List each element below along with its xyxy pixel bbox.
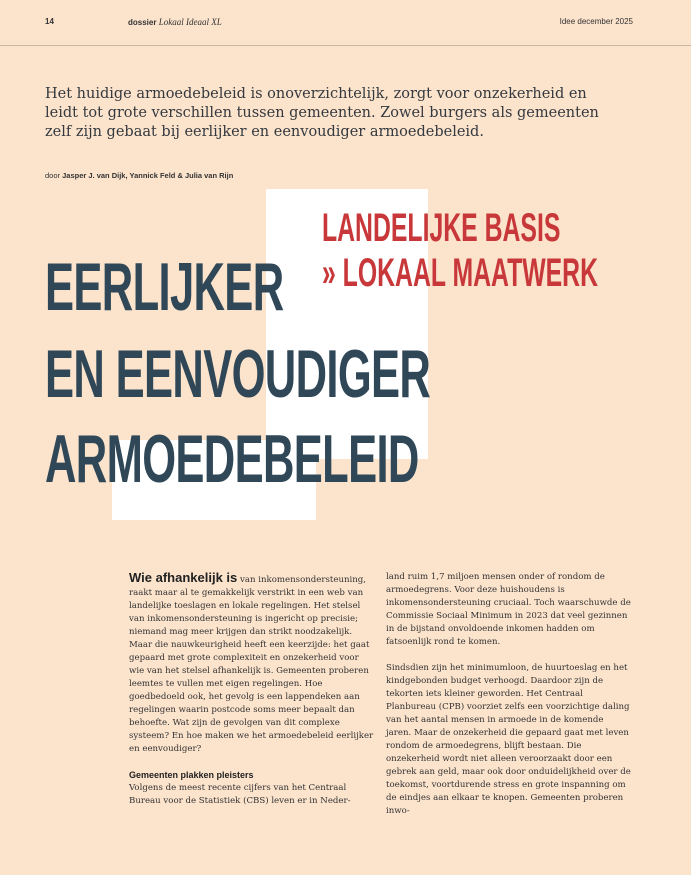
section-label xyxy=(128,17,222,27)
title-line-3: ARMOEDEBELEID xyxy=(45,421,419,497)
body-paragraph xyxy=(129,571,374,756)
body-column-2 xyxy=(386,571,631,818)
body-paragraph: land ruim 1,7 miljoen mensen onder of rondom de armoedegrens. Voor deze huishoudens is inkomensondersteuning cruciaal. Toch waarschuwde de Commissie Sociaal Minimum in 2023 dat veel gezinnen in de bijstand onvoldoende inkomen hadden om fatsoenlijk rond te komen. xyxy=(386,572,631,647)
body-paragraph: Sindsdien zijn het minimumloon, de huurtoeslag en het kindgebonden budget verhoogd. Daardoor zijn de tekorten iets kleiner geworden. Het Centraal Planbureau (CPB) voorziet zelfs een voorzichtige daling van het aantal mensen in armoede in de komende jaren. Maar de onzekerheid die gepaard gaat met leven rondom de armoedegrens, blijft bestaan. Die onzekerheid wordt niet alleen veroorzaakt door een gebrek aan geld, maar ook door onduidelijkheid over de toekomst, voortdurende stress en grote inspanning om de eindjes aan elkaar te knopen. Gemeenten proberen inwo- xyxy=(386,663,631,816)
byline-prefix: door xyxy=(45,171,61,180)
body-text: van inkomensondersteuning, raakt maar al te gemakkelijk verstrikt in een web van landelijke toeslagen en lokale regelingen. Het stelsel van inkomensondersteuning is ingericht op precisie; niemand mag meer krijgen dan strikt noodzakelijk. Maar die nauwkeurigheid heeft een keerzijde: het gaat gepaard met grote complexiteit en onzekerheid voor wie van het stelsel afhankelijk is. Gemeenten proberen leemtes te vullen met eigen regelingen. Hoe goedbedoeld ook, het gevolg is een lappendeken aan regelingen waarin postcode soms meer bepaalt dan behoefte. Wat zijn de gevolgen van dit complexe systeem? En hoe maken we het armoedebeleid eerlijker en eenvoudiger? xyxy=(129,575,374,754)
publication-name: Lokaal Ideaal XL xyxy=(158,17,222,27)
lead-in: Wie afhankelijk is xyxy=(129,570,238,585)
page-number: 14 xyxy=(45,17,54,26)
subtitle-line-1: LANDELIJKE BASIS xyxy=(322,206,561,250)
header-divider xyxy=(0,45,691,46)
dossier-label: dossier xyxy=(128,18,157,27)
lead-paragraph: Het huidige armoedebeleid is onoverzichtelijk, zorgt voor onzekerheid en leidt tot grote verschillen tussen gemeenten. Zowel burgers als gemeenten zelf zijn gebaat bij eerlijker en eenvoudiger armoedebeleid. xyxy=(45,86,599,140)
byline-authors: Jasper J. van Dijk, Yannick Feld & Julia van Rijn xyxy=(62,171,234,180)
body-paragraph: Volgens de meest recente cijfers van het Centraal Bureau voor de Statistiek (CBS) leven er in Neder- xyxy=(129,783,351,806)
issue-label: Idee december 2025 xyxy=(559,17,633,26)
byline xyxy=(45,171,233,180)
page-header xyxy=(0,17,691,31)
section-subheading: Gemeenten plakken pleisters xyxy=(129,770,254,780)
title-line-2: EN EENVOUDIGER xyxy=(45,336,431,412)
body-column-1 xyxy=(129,571,374,808)
title-line-1: EERLIJKER xyxy=(45,249,284,325)
subtitle-line-2: » LOKAAL MAATWERK xyxy=(322,251,598,295)
